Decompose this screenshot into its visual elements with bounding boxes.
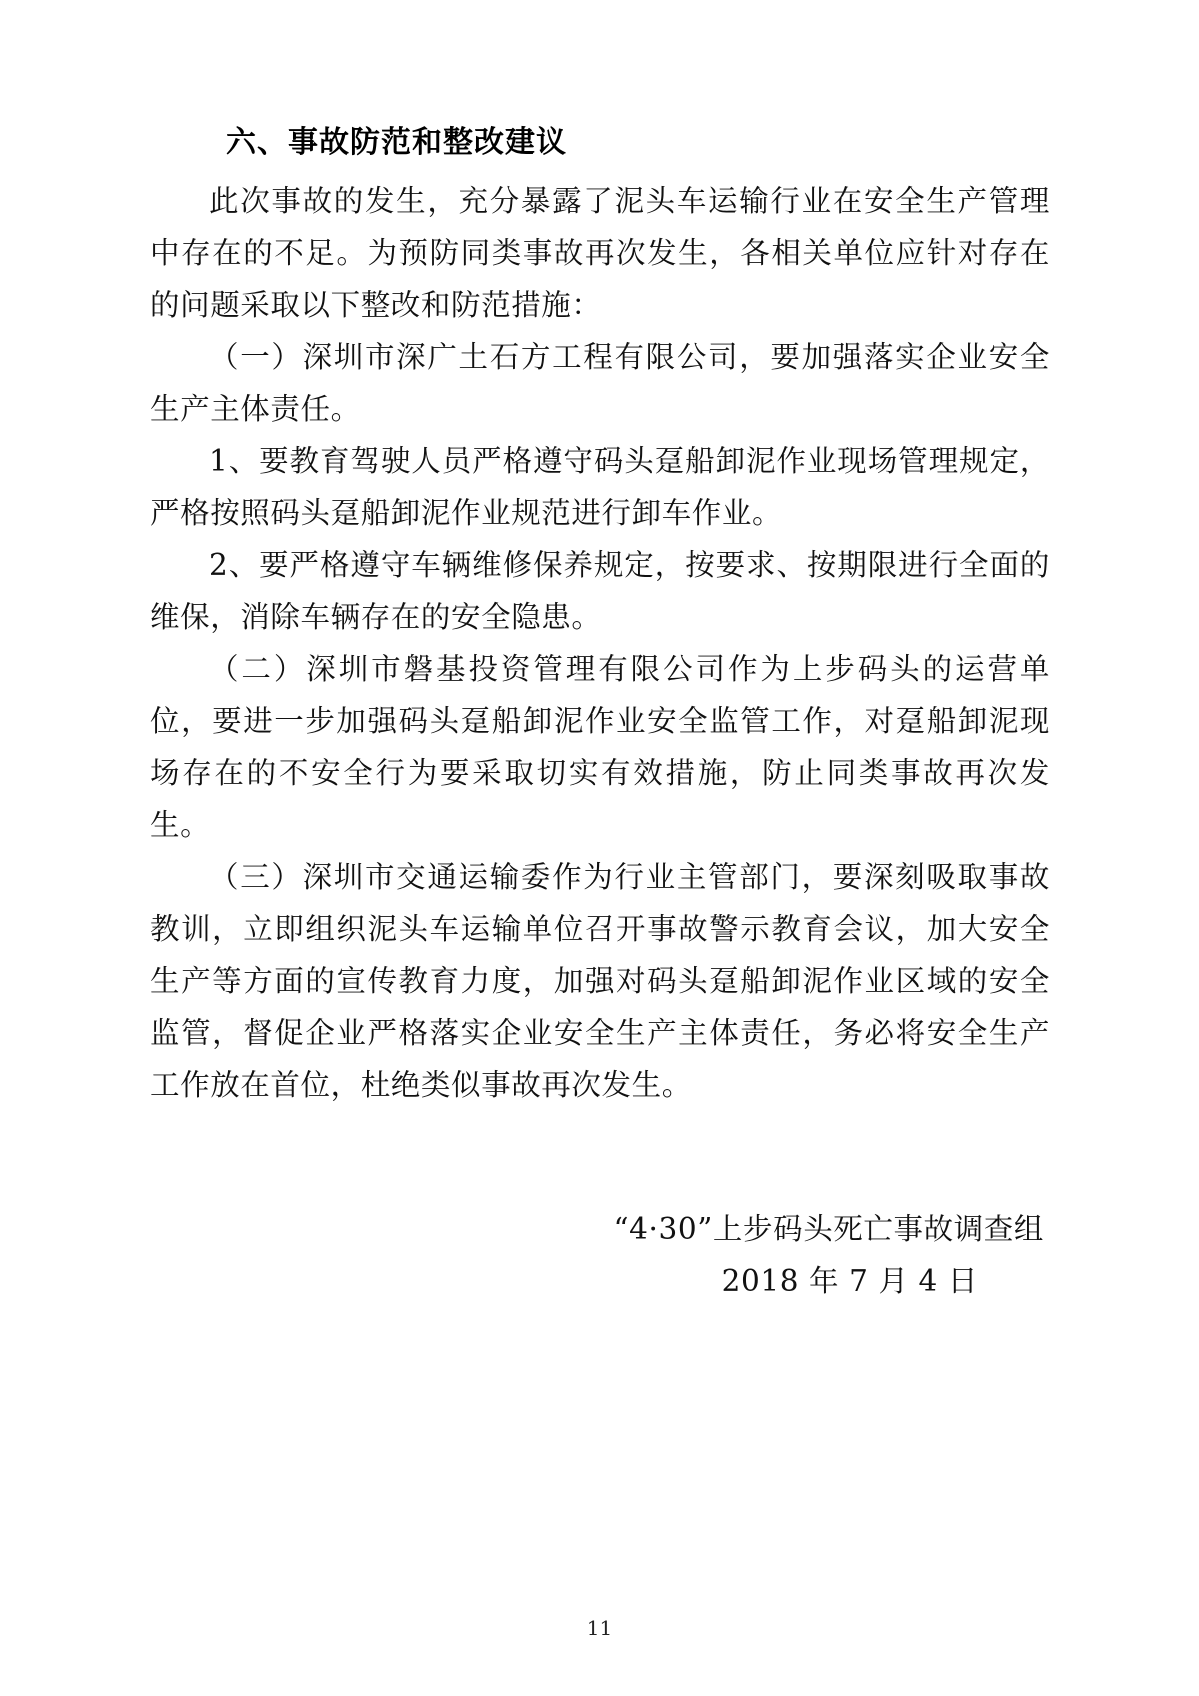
document-body [150,120,1050,1307]
paragraph-item-2: （二）深圳市磐基投资管理有限公司作为上步码头的运营单位，要进一步加强码头趸船卸泥作业安全监管工作，对趸船卸泥现场存在的不安全行为要采取切实有效措施，防止同类事故再次发生。 [150,652,1050,842]
paragraph-item-3: （三）深圳市交通运输委作为行业主管部门，要深刻吸取事故教训，立即组织泥头车运输单位召开事故警示教育会议，加大安全生产等方面的宣传教育力度，加强对码头趸船卸泥作业区域的安全监管，督促企业严格落实企业安全生产主体责任，务必将安全生产工作放在首位，杜绝类似事故再次发生。 [150,860,1050,1102]
signature-date: 2018 年 7 月 4 日 [721,1264,978,1298]
paragraph-item-1: （一）深圳市深广土石方工程有限公司，要加强落实企业安全生产主体责任。 [150,340,1050,426]
paragraph-intro: 此次事故的发生，充分暴露了泥头车运输行业在安全生产管理中存在的不足。为预防同类事故再次发生，各相关单位应针对存在的问题采取以下整改和防范措施： [150,184,1050,322]
page-number: 11 [586,1616,613,1640]
paragraph-item-1-sub-2: 2、要严格遵守车辆维修保养规定，按要求、按期限进行全面的维保，消除车辆存在的安全隐患。 [150,548,1050,634]
paragraph-item-1-sub-1: 1、要教育驾驶人员严格遵守码头趸船卸泥作业现场管理规定，严格按照码头趸船卸泥作业规范进行卸车作业。 [150,444,1050,530]
signature-organization: “4·30”上步码头死亡事故调查组 [613,1212,1044,1246]
section-heading: 六、事故防范和整改建议 [226,125,567,160]
signature-block [150,1203,1050,1307]
